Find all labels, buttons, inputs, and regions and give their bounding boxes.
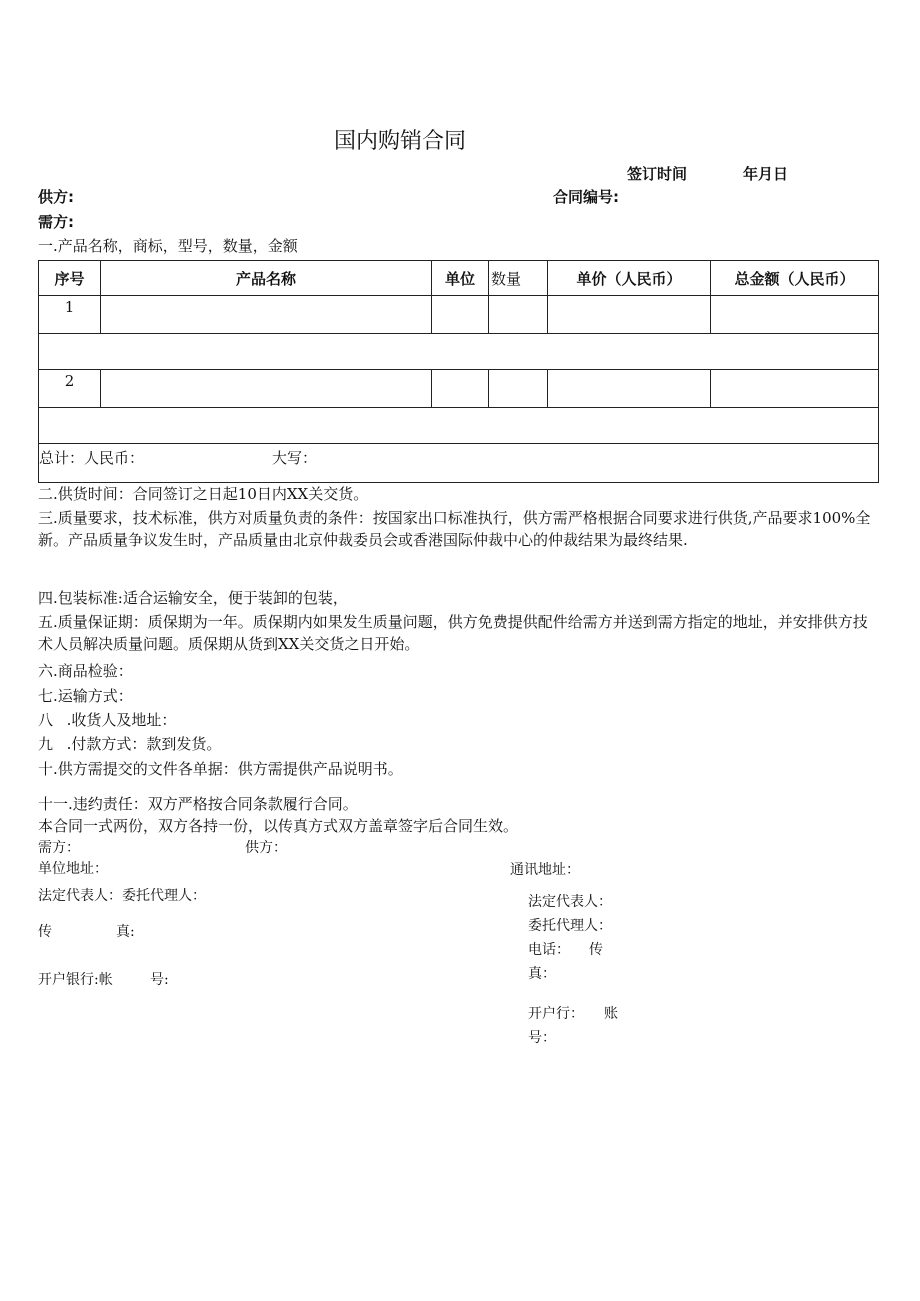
right-account-char2: 号： [528,1030,556,1046]
clause-11: 十一.违约责任：双方严格按合同条款履行合同。 [38,795,358,813]
col-header-quantity: 数量 [489,261,548,296]
sign-date-value: 年月日 [743,165,789,183]
table-row [39,370,879,408]
clause-12: 本合同一式两份，双方各持一份，以传真方式双方盖章签字后合同生效。 [38,817,519,835]
clause-5: 五.质量保证期：质保期为一年。质保期内如果发生质量问题，供方免费提供配件给需方并送到需方指定的地址，并安排供方技术人员解决质量问题。质保期从货到XX关交货之日开始。 [38,613,868,653]
clause-8: 八 .收货人及地址： [38,711,177,729]
left-address-label: 单位地址： [38,861,108,877]
clause-7: 七.运输方式： [38,687,133,705]
table-header-row [39,261,879,296]
left-bank-no-label: 号: [150,972,169,988]
total-caps-label: 大写： [272,449,318,467]
row-cell [548,296,711,334]
contract-no-label: 合同编号: [553,188,619,206]
col-header-unit: 单位 [432,261,489,296]
col-header-unit-price: 单价（人民币） [548,261,711,296]
row-cell [432,296,489,334]
table-blank-row [39,334,879,370]
sig-buyer-label: 需方： [38,840,80,856]
section1-heading: 一.产品名称，商标，型号，数量，金额 [38,237,298,255]
left-fax-char2: 真: [116,924,135,940]
row-cell [548,370,711,408]
row-cell [101,296,432,334]
table-row [39,296,879,334]
clause-2: 二.供货时间：合同签订之日起10日内XX关交货。 [38,485,369,503]
clause-4: 四.包装标准:适合运输安全，便于装卸的包装， [38,589,348,607]
table-blank-row [39,408,879,444]
page-title: 国内购销合同 [334,129,467,154]
left-fax-char1: 传 [38,924,52,940]
right-legal-rep-label: 法定代表人： [528,894,612,910]
total-label: 总计：人民币： [39,449,145,467]
clause-10: 十.供方需提交的文件各单据：供方需提供产品说明书。 [38,760,403,778]
right-fax-char1: 传 [589,942,603,958]
col-header-total: 总金额（人民币） [711,261,879,296]
buyer-label: 需方: [38,213,74,231]
right-address-label: 通讯地址： [510,862,580,878]
right-bank-label: 开户行： [528,1006,584,1022]
left-bank-label: 开户银行:帐 [38,972,113,988]
left-rep-label: 法定代表人：委托代理人： [38,888,206,904]
row-cell [489,370,548,408]
goods-table [38,260,879,483]
right-phone-label: 电话： [528,942,570,958]
row-cell [489,296,548,334]
col-header-index: 序号 [39,261,101,296]
row-index: 2 [39,370,101,408]
sig-supplier-label: 供方： [245,840,287,856]
row-cell [432,370,489,408]
row-index: 1 [39,296,101,334]
clause-9: 九 .付款方式：款到发货。 [38,735,222,753]
col-header-product: 产品名称 [101,261,432,296]
right-account-char1: 账 [604,1006,618,1022]
right-agent-label: 委托代理人： [528,918,612,934]
right-fax-char2: 真： [528,966,556,982]
clause-3: 三.质量要求，技术标准，供方对质量负责的条件：按国家出口标准执行，供方需严格根据合同要求进行供货,产品要求100%全新。产品质量争议发生时，产品质量由北京仲裁委员会或香港国际仲裁中心的仲裁结果为最终结果. [38,509,871,549]
row-cell [711,370,879,408]
sign-date-label: 签订时间 [627,165,688,183]
clause-6: 六.商品检验： [38,662,133,680]
row-cell [711,296,879,334]
supplier-label: 供方: [38,188,74,206]
row-cell [101,370,432,408]
table-total-row [39,444,879,483]
